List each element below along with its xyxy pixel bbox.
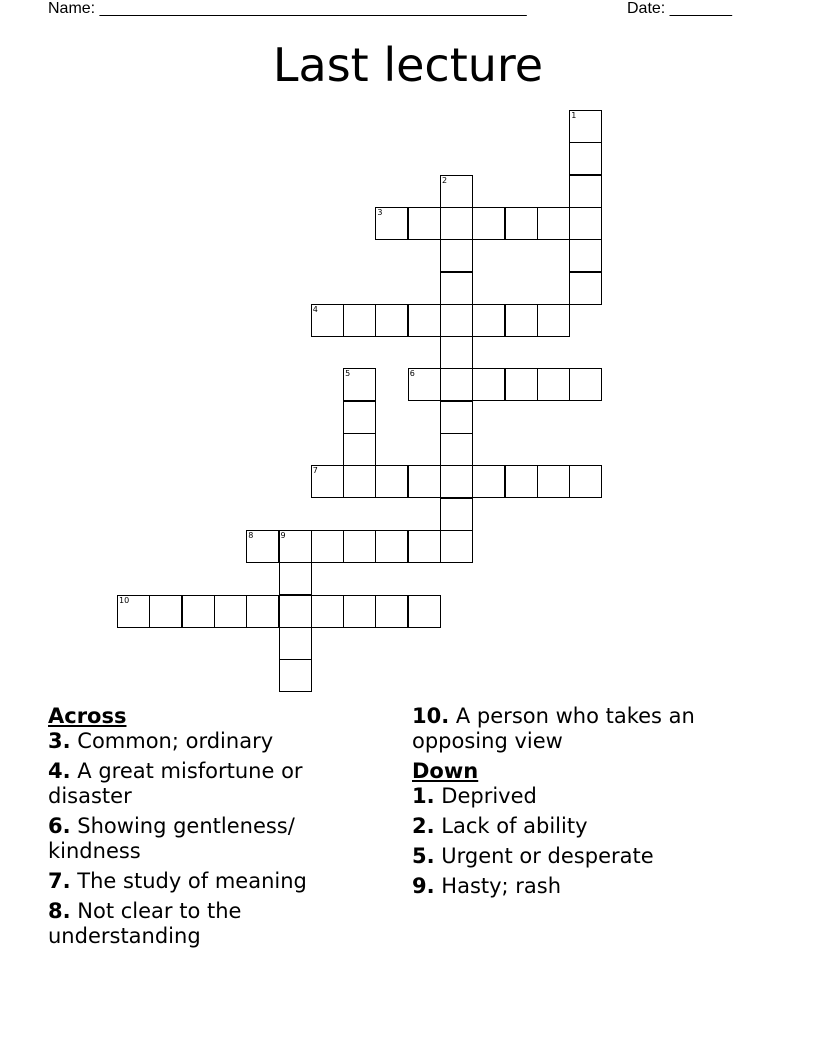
cell-number: 1 <box>571 111 577 120</box>
grid-cell[interactable] <box>214 595 247 628</box>
grid-cell[interactable] <box>440 304 473 337</box>
date-field-label[interactable]: Date: _______ <box>627 0 732 17</box>
grid-cell[interactable] <box>279 627 312 660</box>
grid-cell[interactable] <box>569 110 602 143</box>
cell-number: 2 <box>442 175 448 185</box>
grid-cell[interactable] <box>279 562 312 595</box>
grid-cell[interactable] <box>472 304 505 337</box>
cell-number: 6 <box>409 369 415 379</box>
grid-cell[interactable] <box>408 368 441 401</box>
grid-cell[interactable] <box>375 530 408 563</box>
grid-cell[interactable] <box>472 368 505 401</box>
grid-cell[interactable] <box>569 142 602 175</box>
grid-cell[interactable] <box>440 175 473 208</box>
cell-number: 4 <box>312 304 318 314</box>
grid-cell[interactable] <box>343 368 376 401</box>
cell-number: 8 <box>248 530 254 540</box>
cell-number: 5 <box>345 369 351 379</box>
grid-cell[interactable] <box>343 433 376 466</box>
grid-cell[interactable] <box>472 465 505 498</box>
grid-cell[interactable] <box>440 465 473 498</box>
grid-cell[interactable] <box>408 465 441 498</box>
grid-cell[interactable] <box>343 401 376 434</box>
grid-cell[interactable] <box>246 530 279 563</box>
clue-down-9: 9. Hasty; rash <box>412 874 562 898</box>
across-heading: Across <box>48 704 127 728</box>
grid-cell[interactable] <box>375 465 408 498</box>
grid-cell[interactable] <box>472 207 505 240</box>
clue-across-6: 6. Showing gentleness/ kindness <box>48 814 295 863</box>
grid-cell[interactable] <box>569 207 602 240</box>
grid-cell[interactable] <box>408 530 441 563</box>
grid-cell[interactable] <box>246 595 279 628</box>
grid-cell[interactable] <box>311 465 344 498</box>
grid-cell[interactable] <box>440 336 473 369</box>
clue-down-1: 1. Deprived <box>412 784 537 808</box>
clue-across-7: 7. The study of meaning <box>48 869 307 893</box>
grid-cell[interactable] <box>149 595 182 628</box>
grid-cell[interactable] <box>311 595 344 628</box>
clue-across-4: 4. A great misfortune or disaster <box>48 759 303 808</box>
grid-cell[interactable] <box>537 465 570 498</box>
grid-cell[interactable] <box>408 595 441 628</box>
grid-cell[interactable] <box>343 304 376 337</box>
grid-cell[interactable] <box>182 595 215 628</box>
cell-number: 7 <box>312 466 318 476</box>
grid-cell[interactable] <box>311 304 344 337</box>
grid-cell[interactable] <box>440 368 473 401</box>
grid-cell[interactable] <box>537 368 570 401</box>
grid-cell[interactable] <box>343 530 376 563</box>
grid-cell[interactable] <box>569 239 602 272</box>
grid-cell[interactable] <box>343 595 376 628</box>
grid-cell[interactable] <box>505 465 538 498</box>
grid-cell[interactable] <box>440 272 473 305</box>
clue-down-2: 2. Lack of ability <box>412 814 588 838</box>
page-title: Last lecture <box>272 38 544 92</box>
grid-cell[interactable] <box>440 498 473 531</box>
grid-cell[interactable] <box>375 207 408 240</box>
grid-cell[interactable] <box>569 368 602 401</box>
grid-cell[interactable] <box>375 304 408 337</box>
down-heading: Down <box>412 759 479 783</box>
grid-cell[interactable] <box>343 465 376 498</box>
clues-column-left <box>48 704 348 954</box>
grid-cell[interactable] <box>440 530 473 563</box>
name-field-label[interactable]: Name: ________________________________________________ <box>48 0 527 17</box>
clue-across-8: 8. Not clear to the understanding <box>48 899 242 948</box>
grid-cell[interactable] <box>408 304 441 337</box>
grid-cell[interactable] <box>440 401 473 434</box>
grid-cell[interactable] <box>117 595 150 628</box>
grid-cell[interactable] <box>408 207 441 240</box>
cell-number: 10 <box>119 595 130 605</box>
clue-across-3: 3. Common; ordinary <box>48 729 274 753</box>
grid-cell[interactable] <box>311 530 344 563</box>
grid-cell[interactable] <box>279 530 312 563</box>
grid-cell[interactable] <box>569 465 602 498</box>
grid-cell[interactable] <box>440 207 473 240</box>
grid-cell[interactable] <box>279 595 312 628</box>
clues-column-right <box>412 704 732 904</box>
grid-cell[interactable] <box>279 659 312 692</box>
cell-number: 9 <box>280 530 286 540</box>
grid-cell[interactable] <box>375 595 408 628</box>
grid-cell[interactable] <box>505 368 538 401</box>
grid-cell[interactable] <box>537 207 570 240</box>
grid-cell[interactable] <box>440 239 473 272</box>
grid-cell[interactable] <box>569 272 602 305</box>
cell-number: 3 <box>377 207 383 217</box>
grid-cell[interactable] <box>505 304 538 337</box>
grid-cell[interactable] <box>505 207 538 240</box>
clue-across-10: 10. A person who takes an opposing view <box>412 704 695 753</box>
clue-down-5: 5. Urgent or desperate <box>412 844 654 868</box>
grid-cell[interactable] <box>537 304 570 337</box>
grid-cell[interactable] <box>440 433 473 466</box>
grid-cell[interactable] <box>569 175 602 208</box>
